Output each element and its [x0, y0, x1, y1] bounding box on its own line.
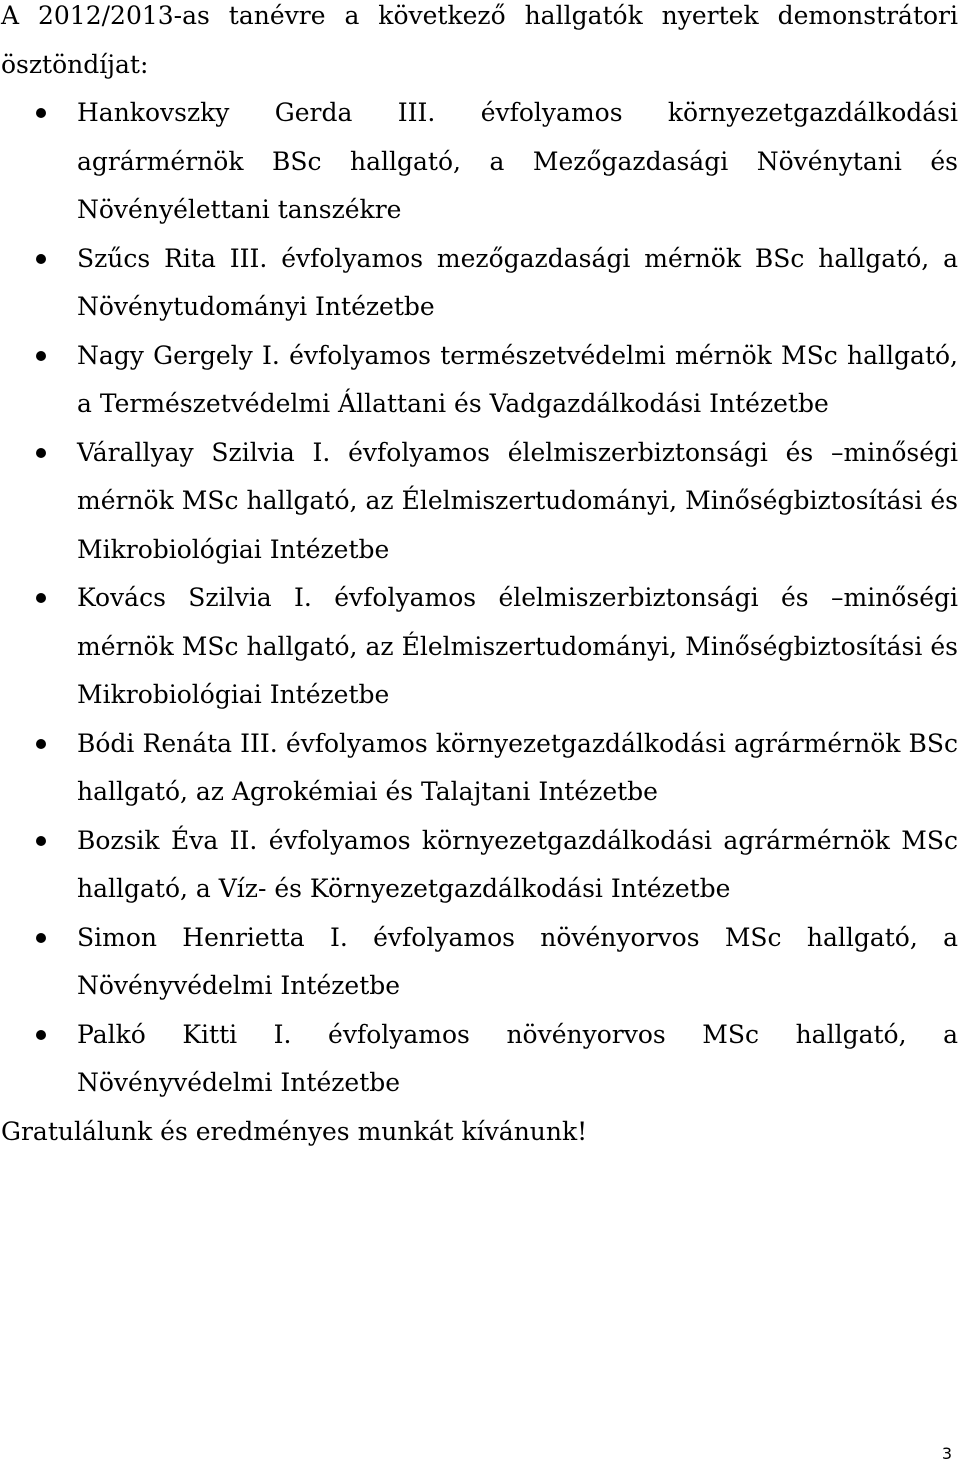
awardee-list — [0, 89, 958, 1108]
list-item-text: Palkó Kitti I. évfolyamos növényorvos MSc hallgató, a Növényvédelmi Intézetbe — [77, 1019, 958, 1097]
list-item-text: Hankovszky Gerda III. évfolyamos környezetgazdálkodási agrármérnök BSc hallgató, a Mezőgazdasági Növénytani és Növényélettani tanszékre — [77, 98, 958, 224]
closing-paragraph: Gratulálunk és eredményes munkát kívánunk! — [1, 1116, 588, 1146]
list-item-text: Bozsik Éva II. évfolyamos környezetgazdálkodási agrármérnök MSc hallgató, a Víz- és Környezetgazdálkodási Intézetbe — [77, 825, 958, 903]
list-item — [0, 429, 958, 575]
list-item-text: Kovács Szilvia I. évfolyamos élelmiszerbiztonsági és –minőségi mérnök MSc hallgató, az Élelmiszertudományi, Minőségbiztosítási és Mikrobiológiai Intézetbe — [77, 583, 958, 709]
page-number: 3 — [941, 1444, 952, 1463]
bullet-icon — [36, 448, 46, 458]
bullet-icon — [36, 739, 46, 749]
list-item — [0, 235, 958, 332]
list-item — [0, 817, 958, 914]
list-item-text: Szűcs Rita III. évfolyamos mezőgazdasági mérnök BSc hallgató, a Növénytudományi Intézetbe — [77, 243, 958, 321]
list-item-text: Simon Henrietta I. évfolyamos növényorvos MSc hallgató, a Növényvédelmi Intézetbe — [77, 922, 958, 1000]
list-item — [0, 89, 958, 235]
bullet-icon — [36, 108, 46, 118]
list-item — [0, 574, 958, 720]
list-item — [0, 720, 958, 817]
bullet-icon — [36, 593, 46, 603]
list-item-text: Várallyay Szilvia I. évfolyamos élelmiszerbiztonsági és –minőségi mérnök MSc hallgató, az Élelmiszertudományi, Minőségbiztosítási és Mikrobiológiai Intézetbe — [77, 437, 958, 564]
bullet-icon — [36, 351, 46, 361]
list-item-text: Nagy Gergely I. évfolyamos természetvédelmi mérnök MSc hallgató, a Természetvédelmi Állattani és Vadgazdálkodási Intézetbe — [77, 340, 958, 418]
bullet-icon — [36, 933, 46, 943]
list-item — [0, 1011, 958, 1108]
bullet-icon — [36, 254, 46, 264]
list-item — [0, 332, 958, 429]
bullet-icon — [36, 1030, 46, 1040]
list-item-text: Bódi Renáta III. évfolyamos környezetgazdálkodási agrármérnök BSc hallgató, az Agrokémiai és Talajtani Intézetbe — [77, 728, 958, 806]
bullet-icon — [36, 836, 46, 846]
intro-paragraph: A 2012/2013-as tanévre a következő hallgatók nyertek demonstrátori ösztöndíjat: — [1, 1, 958, 79]
list-item — [0, 914, 958, 1011]
